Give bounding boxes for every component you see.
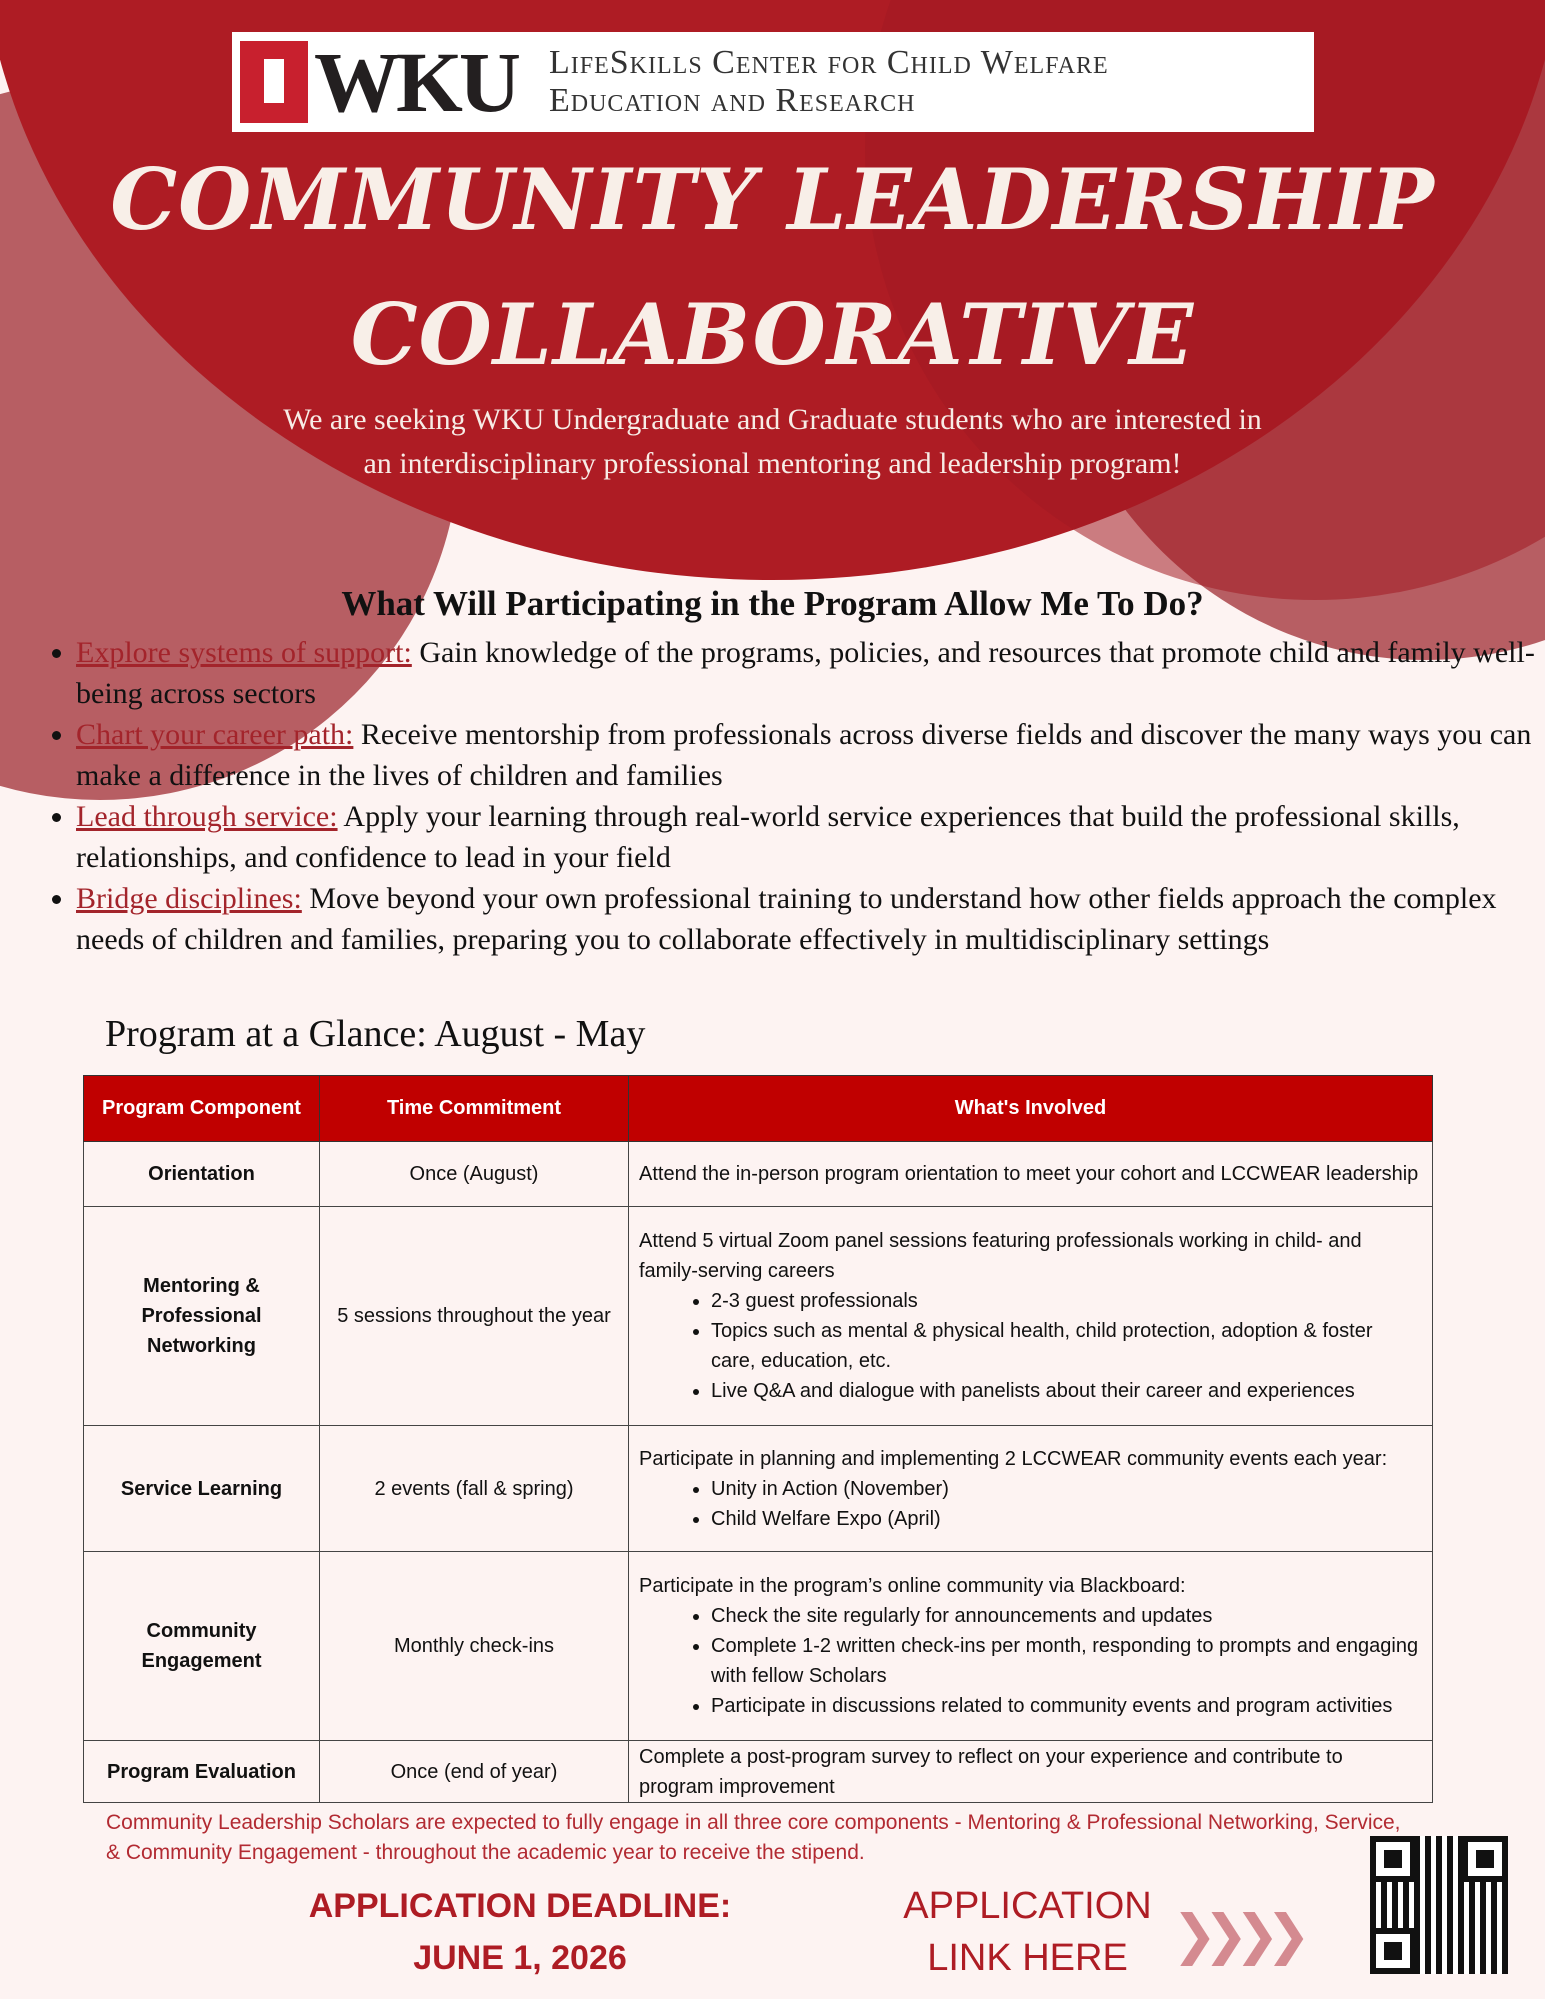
component-cell: Community Engagement: [84, 1552, 320, 1741]
involved-cell: [629, 1142, 1433, 1207]
benefit-item: [76, 878, 1545, 960]
chevrons-right-icon: ❯❯❯❯: [1172, 1905, 1297, 1965]
involved-cell: [629, 1741, 1433, 1803]
table-row: [84, 1207, 1433, 1426]
qr-finder-icon: [1462, 1836, 1508, 1882]
program-table: [83, 1075, 1433, 1803]
involved-desc: Attend the in-person program orientation to meet your cohort and LCCWEAR leadership: [639, 1163, 1419, 1185]
time-cell: Monthly check-ins: [320, 1552, 629, 1741]
page-title-line-1: COMMUNITY LEADERSHIP: [110, 150, 1435, 249]
benefit-item: [76, 632, 1545, 714]
benefit-item: [76, 714, 1545, 796]
involved-cell: [629, 1426, 1433, 1552]
column-header: What's Involved: [629, 1076, 1433, 1142]
benefit-lead: Chart your career path:: [76, 718, 354, 751]
column-header: Time Commitment: [320, 1076, 629, 1142]
component-cell: Mentoring & Professional Networking: [84, 1207, 320, 1426]
table-row: [84, 1552, 1433, 1741]
table-row: [84, 1741, 1433, 1803]
benefit-lead: Bridge disciplines:: [76, 882, 302, 915]
involved-bullet: • Check the site regularly for announcements and updates: [711, 1601, 1422, 1631]
involved-cell: [629, 1552, 1433, 1741]
benefit-lead: Lead through service:: [76, 800, 338, 833]
benefit-text: Apply your learning through real-world service experiences that build the professional skills, relationships, and confidence to lead in your field: [76, 800, 1460, 874]
component-cell: Service Learning: [84, 1426, 320, 1552]
benefit-text: Gain knowledge of the programs, policies, and resources that promote child and family well-being across sectors: [76, 636, 1535, 710]
time-cell: Once (end of year): [320, 1741, 629, 1803]
involved-bullet: • Child Welfare Expo (April): [711, 1504, 1422, 1534]
deadline-date: JUNE 1, 2026: [413, 1939, 627, 1977]
application-link[interactable]: [870, 1880, 1185, 1984]
benefits-list: [40, 632, 1545, 960]
table-header-row: [84, 1076, 1433, 1142]
column-header: Program Component: [84, 1076, 320, 1142]
involved-bullet: • 2-3 guest professionals: [711, 1286, 1422, 1316]
involved-desc: Complete a post-program survey to reflect on your experience and contribute to program improvement: [639, 1745, 1343, 1798]
logo-line-2: Education and Research: [549, 82, 916, 119]
benefit-text: Receive mentorship from professionals across diverse fields and discover the many ways you can make a difference in the lives of children and families: [76, 718, 1532, 792]
involved-desc: Attend 5 virtual Zoom panel sessions featuring professionals working in child- and family-serving careers: [639, 1230, 1362, 1282]
logo-line-1: LifeSkills Center for Child Welfare: [549, 44, 1109, 81]
benefit-text: Move beyond your own professional training to understand how other fields approach the complex needs of children and families, preparing you to collaborate effectively in multidisciplinary settings: [76, 882, 1497, 956]
application-deadline: [200, 1880, 840, 1984]
involved-bullet: • Topics such as mental & physical health, child protection, adoption & foster care, education, etc.: [711, 1316, 1422, 1376]
qr-finder-icon: [1370, 1928, 1416, 1974]
component-cell: Orientation: [84, 1142, 320, 1207]
table-row: [84, 1142, 1433, 1207]
involved-bullet: • Participate in discussions related to community events and program activities: [711, 1691, 1422, 1721]
intro-line-2: an interdisciplinary professional mentoring and leadership program!: [363, 447, 1182, 480]
component-cell: Program Evaluation: [84, 1741, 320, 1803]
deadline-label: APPLICATION DEADLINE:: [308, 1887, 732, 1925]
involved-bullet: • Complete 1-2 written check-ins per month, responding to prompts and engaging with fellow Scholars: [711, 1631, 1422, 1691]
involved-desc: Participate in planning and implementing 2 LCCWEAR community events each year:: [639, 1447, 1388, 1470]
involved-bullet: • Unity in Action (November): [711, 1474, 1422, 1504]
intro-line-1: We are seeking WKU Undergraduate and Graduate students who are interested in: [283, 403, 1262, 436]
involved-bullets: [639, 1601, 1422, 1721]
time-cell: 2 events (fall & spring): [320, 1426, 629, 1552]
involved-bullets: [639, 1474, 1422, 1534]
benefit-item: [76, 796, 1545, 878]
table-row: [84, 1426, 1433, 1552]
intro-text: [150, 398, 1395, 486]
logo-wordmark: WKU: [314, 34, 517, 130]
time-cell: 5 sessions throughout the year: [320, 1207, 629, 1426]
involved-cell: [629, 1207, 1433, 1426]
involved-bullet: • Live Q&A and dialogue with panelists about their career and experiences: [711, 1376, 1422, 1406]
time-cell: Once (August): [320, 1142, 629, 1207]
qr-code-icon[interactable]: [1370, 1836, 1508, 1974]
benefits-heading: What Will Participating in the Program Allow Me To Do?: [341, 584, 1204, 623]
wku-tower-icon: [240, 41, 308, 123]
wku-logo: [232, 32, 1314, 132]
application-link-line-1[interactable]: APPLICATION: [903, 1885, 1152, 1927]
application-link-line-2[interactable]: LINK HERE: [927, 1937, 1128, 1979]
involved-bullets: [639, 1286, 1422, 1406]
glance-heading: Program at a Glance: August - May: [105, 1013, 646, 1055]
qr-finder-icon: [1370, 1836, 1416, 1882]
logo-center-name: [549, 44, 1109, 120]
page-title-line-2: COLLABORATIVE: [350, 285, 1195, 384]
benefit-lead: Explore systems of support:: [76, 636, 412, 669]
involved-desc: Participate in the program’s online community via Blackboard:: [639, 1575, 1186, 1597]
stipend-note: Community Leadership Scholars are expected to fully engage in all three core components - Mentoring & Professional Networking, Service, & Community Engagement - throughout the academic year to receive the stipend.: [106, 1811, 1401, 1864]
